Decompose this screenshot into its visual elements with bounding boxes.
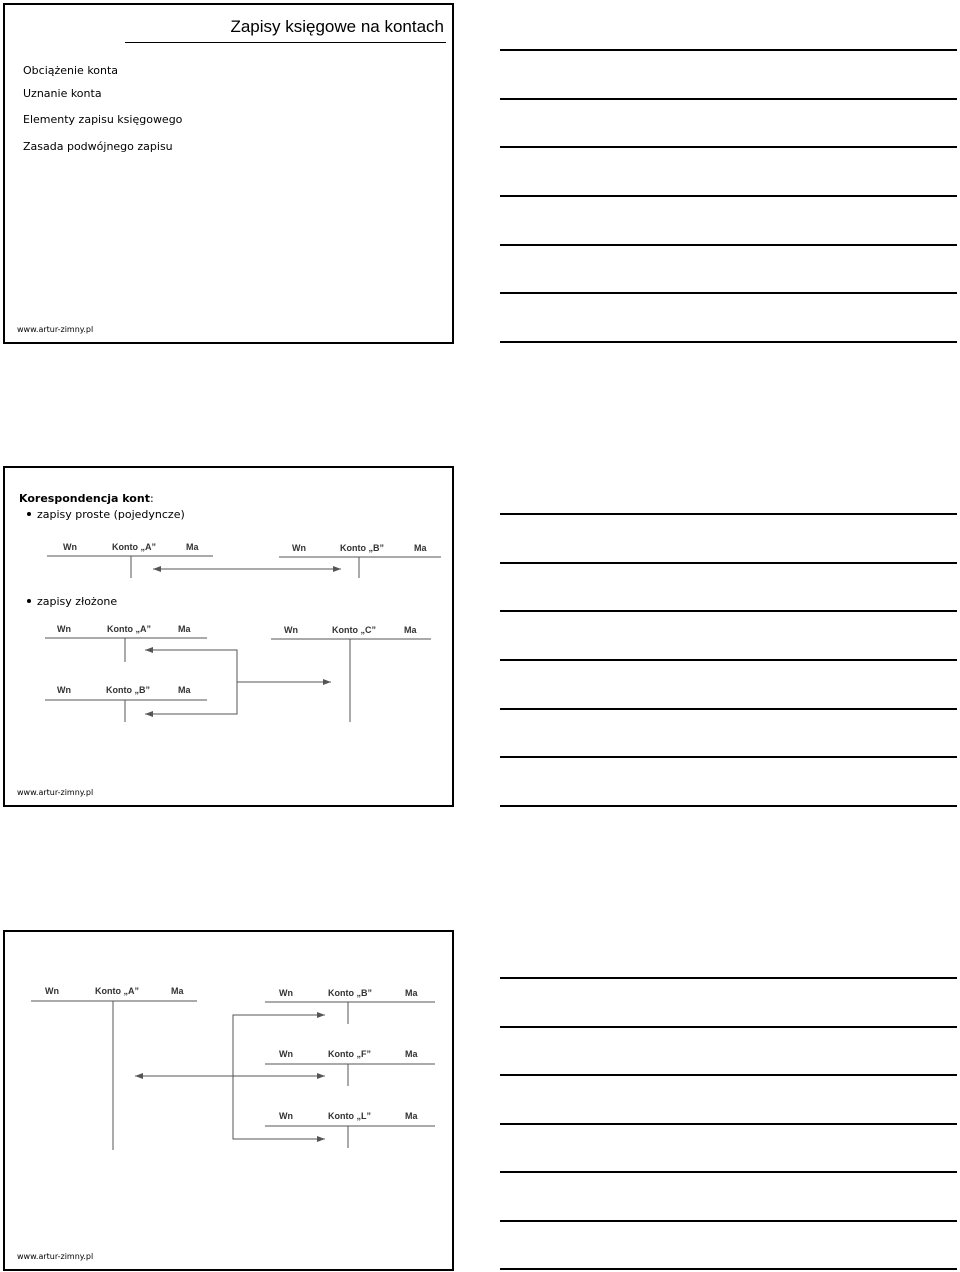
account-a-ma-label: Ma (171, 986, 184, 996)
account-l-ma-label: Ma (405, 1111, 418, 1121)
account-a-wn-label: Wn (45, 986, 59, 996)
account-c-wn-label: Wn (284, 625, 298, 635)
account-f-name-label: Konto „F” (328, 1049, 371, 1059)
arrow-c-head-icon (323, 679, 331, 685)
bullet-dot-icon (27, 512, 31, 516)
account-a-name-label: Konto „A” (107, 624, 151, 634)
account-b-wn-label: Wn (279, 988, 293, 998)
slide-footer-url: www.artur-zimny.pl (17, 788, 94, 797)
account-b-ma-label: Ma (414, 543, 427, 553)
note-line (500, 659, 957, 661)
account-b-name-label: Konto „B” (106, 685, 150, 695)
note-line (500, 98, 957, 100)
arrow-a-head-icon (145, 647, 153, 653)
account-b-name-label: Konto „B” (328, 988, 372, 998)
account-b-wn-label: Wn (57, 685, 71, 695)
account-a-ma-label: Ma (186, 542, 199, 552)
compound-entry-diagram (41, 620, 441, 730)
heading-bold: Korespondencja kont (19, 492, 150, 505)
bullet-text: zapisy złożone (37, 595, 118, 608)
arrow-right-head-icon (333, 566, 341, 572)
account-a-name-label: Konto „A” (112, 542, 156, 552)
account-l-wn-label: Wn (279, 1111, 293, 1121)
note-line (500, 610, 957, 612)
arrow-f-head-icon (317, 1073, 325, 1079)
title-rule (125, 42, 446, 43)
slide-heading (19, 492, 154, 505)
account-f-ma-label: Ma (405, 1049, 418, 1059)
account-a-ma-label: Ma (178, 624, 191, 634)
slide-1 (3, 3, 454, 344)
topic-item: Zasada podwójnego zapisu (23, 140, 173, 153)
note-line (500, 756, 957, 758)
arrow-left-head-icon (153, 566, 161, 572)
arrow-b-head-icon (317, 1012, 325, 1018)
slide-3 (3, 930, 454, 1271)
connector-bracket (145, 650, 237, 714)
topic-item: Obciążenie konta (23, 64, 119, 77)
compound-entry-diagram-multi (25, 980, 445, 1160)
note-line (500, 708, 957, 710)
note-line (500, 292, 957, 294)
account-a-name-label: Konto „A” (95, 986, 139, 996)
account-b-ma-label: Ma (178, 685, 191, 695)
account-b-ma-label: Ma (405, 988, 418, 998)
account-l-name-label: Konto „L” (328, 1111, 371, 1121)
bullet-dot-icon (27, 599, 31, 603)
slide-title: Zapisy księgowe na kontach (230, 17, 444, 36)
slide-footer-url: www.artur-zimny.pl (17, 1252, 94, 1261)
note-line (500, 562, 957, 564)
account-b-name-label: Konto „B” (340, 543, 384, 553)
note-line (500, 341, 957, 343)
arrow-l-head-icon (317, 1136, 325, 1142)
heading-rest: : (149, 492, 154, 505)
note-line (500, 805, 957, 807)
note-line (500, 146, 957, 148)
account-f-wn-label: Wn (279, 1049, 293, 1059)
account-c-name-label: Konto „C” (332, 625, 376, 635)
topic-item: Uznanie konta (23, 87, 102, 100)
note-line (500, 1026, 957, 1028)
note-line (500, 49, 957, 51)
bullet-item (27, 595, 117, 608)
note-line (500, 1268, 957, 1270)
account-b-wn-label: Wn (292, 543, 306, 553)
arrow-a-head-icon (135, 1073, 143, 1079)
note-line (500, 1123, 957, 1125)
note-line (500, 1074, 957, 1076)
note-line (500, 513, 957, 515)
simple-entry-diagram (45, 538, 445, 588)
note-line (500, 195, 957, 197)
note-line (500, 1171, 957, 1173)
account-a-wn-label: Wn (57, 624, 71, 634)
arrow-b-head-icon (145, 711, 153, 717)
bullet-text: zapisy proste (pojedyncze) (37, 508, 185, 521)
note-line (500, 244, 957, 246)
bullet-item (27, 508, 185, 521)
note-line (500, 1220, 957, 1222)
topic-item: Elementy zapisu księgowego (23, 113, 183, 126)
note-line (500, 977, 957, 979)
slide-2 (3, 466, 454, 807)
account-c-ma-label: Ma (404, 625, 417, 635)
account-a-wn-label: Wn (63, 542, 77, 552)
slide-footer-url: www.artur-zimny.pl (17, 325, 94, 334)
